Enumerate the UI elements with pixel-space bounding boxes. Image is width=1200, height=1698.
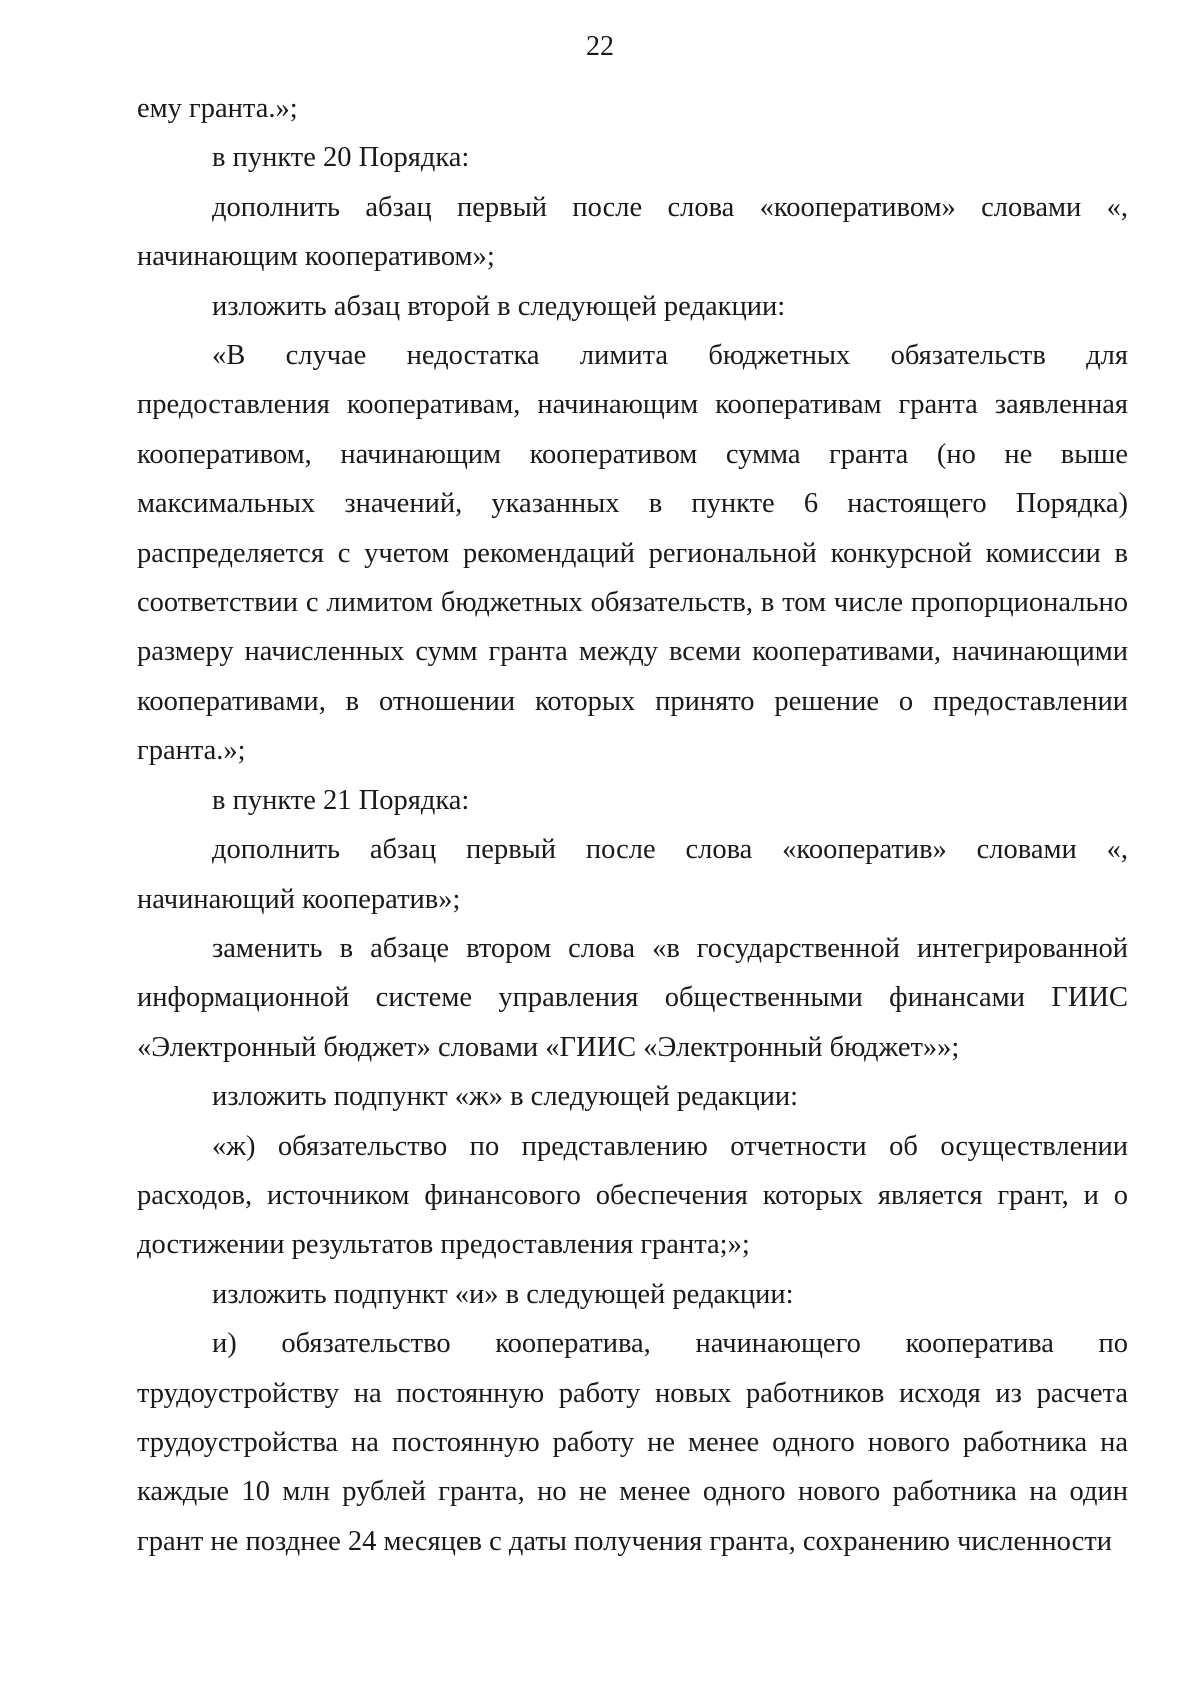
document-body xyxy=(137,84,1128,1566)
paragraph-supplement-21: дополнить абзац первый после слова «кооператив» словами «, начинающий кооператив»; xyxy=(137,834,1128,915)
paragraph-supplement-20: дополнить абзац первый после слова «кооперативом» словами «, начинающим кооперативом»; xyxy=(137,191,1128,273)
paragraph-quote-20: «В случае недостатка лимита бюджетных обязательств для предоставления кооперативам, начинающим кооперативам гранта заявленная кооперативом, начинающим кооперативом сумма гранта (но не выше максимальных значений, указанных в пункте 6 настоящего Порядка) распределяется с учетом рекомендаций региональной конкурсной комиссии в соответствии с лимитом бюджетных обязательств, в том числе пропорционально размеру начисленных сумм гранта между всеми кооперативами, начинающими кооперативами, в отношении которых принято решение о предоставлении гранта.»; xyxy=(137,340,1128,767)
paragraph-quote-i: и) обязательство кооператива, начинающего кооператива по трудоустройству на постоянную работу новых работников исходя из расчета трудоустройства на постоянную работу не менее одного нового работника на каждые 10 млн рублей гранта, но не менее одного нового работника на один грант не позднее 24 месяцев с даты получения гранта, сохранению численности xyxy=(137,1328,1128,1557)
paragraph-continuation: ему гранта.»; xyxy=(137,93,298,124)
paragraph-replace-21: заменить в абзаце втором слова «в государственной интегрированной информационной системе управления общественными финансами ГИИС «Электронный бюджет» словами «ГИИС «Электронный бюджет»»; xyxy=(137,932,1128,1063)
paragraph-item-21: в пункте 21 Порядка: xyxy=(212,784,470,816)
paragraph-restate-zh: изложить подпункт «ж» в следующей редакции: xyxy=(212,1081,799,1113)
paragraph-restate-i: изложить подпункт «и» в следующей редакции: xyxy=(212,1278,794,1310)
paragraph-restate-20: изложить абзац второй в следующей редакции: xyxy=(212,290,786,322)
page-number: 22 xyxy=(586,31,614,62)
paragraph-item-20: в пункте 20 Порядка: xyxy=(212,142,470,174)
paragraph-quote-zh: «ж) обязательство по представлению отчетности об осуществлении расходов, источником финансового обеспечения которых является грант, и о достижении результатов предоставления гранта;»; xyxy=(137,1130,1128,1261)
